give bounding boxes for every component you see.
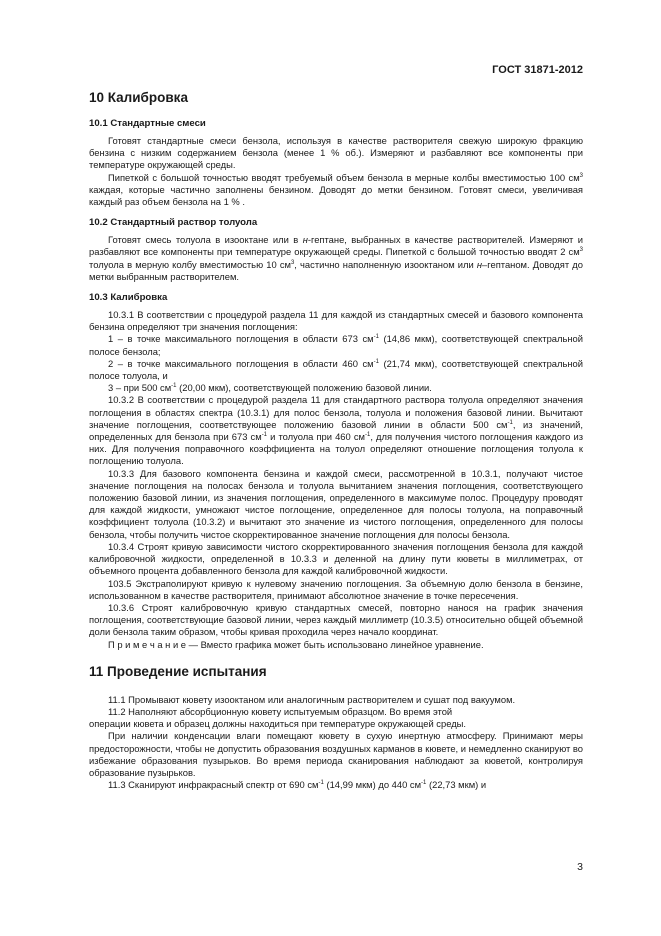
paragraph-10-3-6: 10.3.6 Строят калибровочную кривую стандартных смесей, повторно нанося на график значения поглощения, соответствующие базовой линии, через каждый миллиметр (10.3.5) относительно общей объемной доли бензола таким образом, чтобы кривая проходила через начало координат. (89, 601, 583, 638)
paragraph-10-3-4: 10.3.4 Строят кривую зависимости чистого скорректированного значения поглощения бензола для каждой калибровочной жидкости, определенной в 10.3.3 и деленной на длину пути кюветы в миллиметрах, от объемного процента добавленного бензола для каждой калибровочной жидкости. (89, 540, 583, 577)
paragraph-10-3-2: 10.3.2 В соответствии с процедурой раздела 11 для стандартного раствора толуола определяют значения поглощения в областях спектра (10.3.1) для полос бензола, толуола и положения базовой линии. Вычитают значение поглощения, соответствующее положению базовой линии в области 500 $см^{-1}$, из значений, определенных для бензола при 673 $см^{-1}$ и толуола при 460 $см^{-1}$, для получения чистого поглощения каждого из них. Для получения поправочного коэффициента на толуол определяют отношение поглощения толуола к поглощению толуола. (89, 394, 584, 467)
paragraph-10-3-3: 10.3.3 Для базового компонента бензина и каждой смеси, рассмотренной в 10.3.1, получают чистое значение поглощения на полосах бензола и толуола вычитанием значения поглощения, соответствующего положению базовой линии, из значения поглощения, определенного в максимуме полос. Процедуру проводят для каждой жидкости, умножают чистое поглощение, определенное для полосы толуола, на поправочный коэффициент толуола (10.3.2) и вычитают это значение из чистого поглощения, определенного для полосы бензола, чтобы получить чистое скорректированное значение поглощения для полосы бензола. (89, 467, 583, 540)
subsection-10-3-title: 10.3 Калибровка (89, 292, 168, 304)
section-11-title: 11 Проведение испытания (89, 663, 267, 679)
paragraph-10-3-1: 10.3.1 В соответствии с процедурой раздела 11 для каждой из стандартных смесей и базового компонента бензина определяют три значения поглощения: (89, 309, 583, 333)
paragraph-11-1: 11.1 Промывают кювету изооктаном или аналогичным растворителем и сушат под вакуумом. (108, 693, 516, 705)
paragraph-11-3: 11.3 Сканируют инфракрасный спектр от 690 $см^{-1}$ (14,99 мкм) до 440 $см^{-1}$ (22,73 мкм) и (108, 779, 487, 791)
section-10-title: 10 Калибровка (89, 90, 188, 105)
subsection-10-2-title: 10.2 Стандартный раствор толуола (89, 217, 258, 229)
paragraph-10-2: Готовят смесь толуола в изооктане или в н-гептане, выбранных в качестве растворителей. Измеряют и разбавляют все компоненты при температуре окружающей среды. Пипеткой с большой точностью вводят 2 $см^3$ толуола в мерную колбу вместимостью 10 $см^3$, частично наполненную изооктаном или н–гептаном. Доводят до метки выбранным растворителем. (89, 234, 583, 282)
paragraph-10-1-a: Готовят стандартные смеси бензола, используя в качестве растворителя свежую широкую фракцию бензина с низким содержанием бензола (менее 1 % об.). Измеряют и разбавляют все компоненты при температуре окружающей среды. (89, 135, 583, 171)
paragraph-11-2-cont: операции кювета и образец должны находиться при температуре окружающей среды. (89, 718, 467, 730)
paragraph-10-3-5: 103.5 Экстраполируют кривую к нулевому значению поглощения. За объемную долю бензола в бензине, использованном в качестве растворителя, принимают абсолютное значение в точке пересечения. (89, 577, 583, 601)
paragraph-11-2-moisture: При наличии конденсации влаги помещают кювету в сухую инертную атмосферу. Принимают меры предосторожности, чтобы не допустить образования воздушных карманов в кювете, и немедленно сканируют во избежание образования пузырьков. Во время периода сканирования наблюдают за кюветой, контролируя образование пузырьков. (89, 730, 584, 778)
list-item-absorbance-2: 2 – в точке максимального поглощения в области 460 $см^{-1}$ (21,74 мкм), соответствующей спектральной полосе толуола, и (89, 357, 583, 382)
list-item-absorbance-1: 1 – в точке максимального поглощения в области 673 $см^{-1}$ (14,86 мкм), соответствующей спектральной полосе бензола; (89, 333, 583, 357)
note: П р и м е ч а н и е — Вместо графика может быть использовано линейное уравнение. (108, 638, 484, 650)
list-item-absorbance-3: 3 – при 500 $см^{-1}$ (20,00 мкм), соответствующей положению базовой линии. (108, 382, 432, 394)
page-content (89, 90, 583, 791)
document-id-header: ГОСТ 31871-2012 (492, 64, 583, 76)
subsection-10-1-title: 10.1 Стандартные смеси (89, 118, 206, 129)
paragraph-11-2: 11.2 Наполняют абсорбционную кювету испытуемым образцом. Во время этой (108, 705, 453, 717)
page-number: 3 (577, 861, 583, 873)
paragraph-10-1-b: Пипеткой с большой точностью вводят требуемый объем бензола в мерные колбы вместимостью 100 $см^3$ каждая, которые частично заполнены бензином. Доводят до метки бензином. Готовят смеси, увеличивая каждый раз объем бензола на 1 % . (89, 171, 583, 208)
